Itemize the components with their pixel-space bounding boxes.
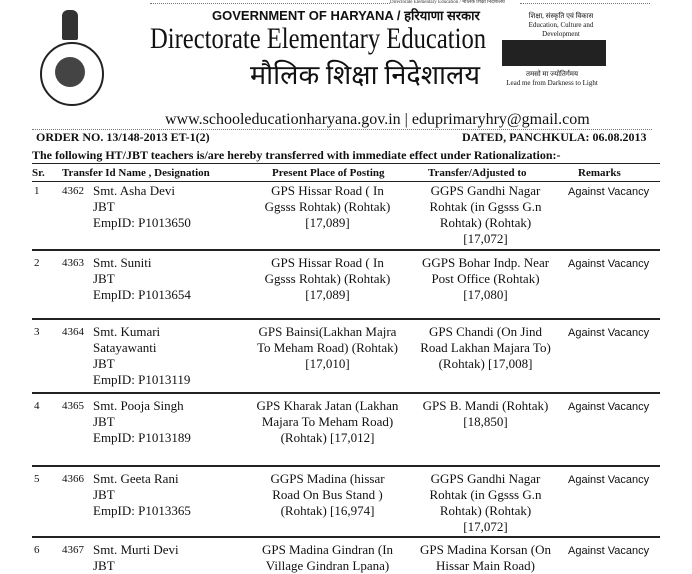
name-line: Smt. Pooja Singh xyxy=(93,398,184,413)
transfer-id: 4364 xyxy=(62,326,84,338)
present-line: Village Gindran Lpana) xyxy=(265,558,390,573)
header-rule xyxy=(520,3,650,4)
present-line: Majara To Meham Road) xyxy=(261,414,394,429)
present-line: GPS Kharak Jatan (Lakhan xyxy=(256,398,399,413)
name-line: EmpID: P1013654 xyxy=(93,287,191,302)
present-posting xyxy=(250,398,405,446)
transfer-id: 4363 xyxy=(62,257,84,269)
present-posting xyxy=(250,255,405,303)
website-email: www.schooleducationharyana.gov.in | eduprimaryhry@gmail.com xyxy=(165,111,590,128)
present-line: (Rohtak) [16,974] xyxy=(280,503,375,518)
page-title-hindi: मौलिक शिक्षा निदेशालय xyxy=(250,60,481,90)
transfer-id: 4367 xyxy=(62,544,84,556)
transfer-line: Rohtak (in Ggsss G.n xyxy=(429,199,542,214)
transfer-to xyxy=(408,398,563,430)
row-sr: 2 xyxy=(34,257,40,269)
transfer-line: [17,080] xyxy=(463,287,508,302)
present-line: Ggsss Rohtak) (Rohtak) xyxy=(264,199,391,214)
remarks: Against Vacancy xyxy=(568,474,650,486)
top-note: Directorate Elementary Education / मौलिक शिक्षा निदेशालय xyxy=(390,0,505,5)
row-divider xyxy=(32,318,660,320)
name-line: JBT xyxy=(93,356,115,371)
name-line: Smt. Murti Devi xyxy=(93,542,179,557)
present-posting xyxy=(250,471,405,519)
caption-hindi: शिक्षा, संस्कृति एवं विकास xyxy=(528,12,594,20)
transfer-id: 4362 xyxy=(62,185,84,197)
name-line: JBT xyxy=(93,199,115,214)
transfer-to xyxy=(408,542,563,574)
name-line: Smt. Kumari xyxy=(93,324,161,339)
transfer-line: GGPS Bohar Indp. Near xyxy=(421,255,550,270)
name-line: Smt. Asha Devi xyxy=(93,183,175,198)
name-line: EmpID: P1013365 xyxy=(93,503,191,518)
name-line: Satayawanti xyxy=(93,340,157,355)
transfer-to xyxy=(408,471,563,535)
caption-english: Education, Culture and Development xyxy=(528,21,594,38)
remarks: Against Vacancy xyxy=(568,327,650,339)
remarks: Against Vacancy xyxy=(568,545,650,557)
name-line: JBT xyxy=(93,271,115,286)
transfer-line: Rohtak) (Rohtak) xyxy=(439,215,532,230)
seal-center-icon xyxy=(55,57,85,87)
emblem-icon xyxy=(62,10,78,40)
transfer-id: 4365 xyxy=(62,400,84,412)
name-designation xyxy=(93,398,191,446)
transfer-line: GGPS Gandhi Nagar xyxy=(430,471,541,486)
name-line: JBT xyxy=(93,487,115,502)
remarks: Against Vacancy xyxy=(568,258,650,270)
transfer-line: Post Office (Rohtak) xyxy=(431,271,540,286)
row-sr: 3 xyxy=(34,326,40,338)
col-transfer: Transfer/Adjusted to xyxy=(428,167,527,179)
present-line: [17,089] xyxy=(305,287,350,302)
row-divider xyxy=(32,536,660,538)
name-line: EmpID: P1013119 xyxy=(93,372,191,387)
name-line: EmpID: P1013189 xyxy=(93,430,191,445)
motto xyxy=(496,70,608,88)
transfer-id: 4366 xyxy=(62,473,84,485)
present-line: [17,010] xyxy=(305,356,350,371)
motto-english: Lead me from Darkness to Light xyxy=(506,79,598,87)
present-line: (Rohtak) [17,012] xyxy=(280,430,375,445)
remarks: Against Vacancy xyxy=(568,186,650,198)
name-line: JBT xyxy=(93,558,115,573)
name-line: Smt. Suniti xyxy=(93,255,152,270)
present-line: Road On Bus Stand ) xyxy=(272,487,383,502)
government-heading: GOVERNMENT OF HARYANA / हरियाणा सरकार xyxy=(212,8,480,23)
transfer-to xyxy=(408,324,563,372)
present-line: Ggsss Rohtak) (Rohtak) xyxy=(264,271,391,286)
transfer-to xyxy=(408,183,563,247)
transfer-line: GPS Chandi (On Jind xyxy=(428,324,543,339)
present-line: GPS Bainsi(Lakhan Majra xyxy=(258,324,397,339)
order-date: DATED, PANCHKULA: 06.08.2013 xyxy=(462,130,647,144)
name-designation xyxy=(93,471,191,519)
row-sr: 6 xyxy=(34,544,40,556)
col-present: Present Place of Posting xyxy=(272,167,385,179)
right-logo-caption xyxy=(516,12,606,39)
transfer-line: Road Lakhan Majara To) xyxy=(420,340,551,355)
transfer-to xyxy=(408,255,563,303)
name-line: Smt. Geeta Rani xyxy=(93,471,179,486)
name-line: JBT xyxy=(93,414,115,429)
order-number: ORDER NO. 13/148-2013 ET-1(2) xyxy=(36,130,210,144)
transfer-line: Rohtak) (Rohtak) xyxy=(439,503,532,518)
transfer-line: [18,850] xyxy=(463,414,508,429)
row-sr: 1 xyxy=(34,185,40,197)
department-logo-icon xyxy=(502,40,606,66)
col-id-name: Transfer Id Name , Designation xyxy=(62,167,210,179)
page-title: Directorate Elementary Education xyxy=(150,22,487,55)
transfer-line: Rohtak (in Ggsss G.n xyxy=(429,487,542,502)
name-line: EmpID: P1013650 xyxy=(93,215,191,230)
transfer-line: GGPS Gandhi Nagar xyxy=(430,183,541,198)
present-posting xyxy=(250,324,405,372)
col-remarks: Remarks xyxy=(578,167,621,179)
transfer-line: GPS Madina Korsan (On xyxy=(419,542,552,557)
row-divider xyxy=(32,392,660,394)
header-rule xyxy=(150,3,390,4)
row-sr: 5 xyxy=(34,473,40,485)
divider xyxy=(32,181,660,182)
present-line: [17,089] xyxy=(305,215,350,230)
row-divider xyxy=(32,249,660,251)
transfer-line: Hissar Main Road) xyxy=(436,558,535,573)
present-posting xyxy=(250,183,405,231)
present-posting xyxy=(250,542,405,574)
present-line: To Meham Road) (Rohtak) xyxy=(257,340,398,355)
divider xyxy=(32,163,660,164)
name-designation xyxy=(93,324,190,388)
transfer-line: GPS B. Mandi (Rohtak) xyxy=(422,398,549,413)
col-sr: Sr. xyxy=(32,167,45,179)
transfer-line: (Rohtak) [17,008] xyxy=(438,356,533,371)
present-line: GPS Hissar Road ( In xyxy=(271,255,384,270)
intro-text: The following HT/JBT teachers is/are hereby transferred with immediate effect under Rationalization:- xyxy=(32,148,561,162)
name-designation xyxy=(93,542,179,574)
transfer-line: [17,072] xyxy=(463,519,508,534)
present-line: GPS Hissar Road ( In xyxy=(271,183,384,198)
row-divider xyxy=(32,465,660,467)
name-designation xyxy=(93,183,191,231)
motto-hindi: तमसो मा ज्योतिर्गमय xyxy=(525,70,579,78)
row-sr: 4 xyxy=(34,400,40,412)
present-line: GGPS Madina (hissar xyxy=(270,471,385,486)
name-designation xyxy=(93,255,191,303)
remarks: Against Vacancy xyxy=(568,401,650,413)
present-line: GPS Madina Gindran (In xyxy=(261,542,394,557)
transfer-line: [17,072] xyxy=(463,231,508,246)
